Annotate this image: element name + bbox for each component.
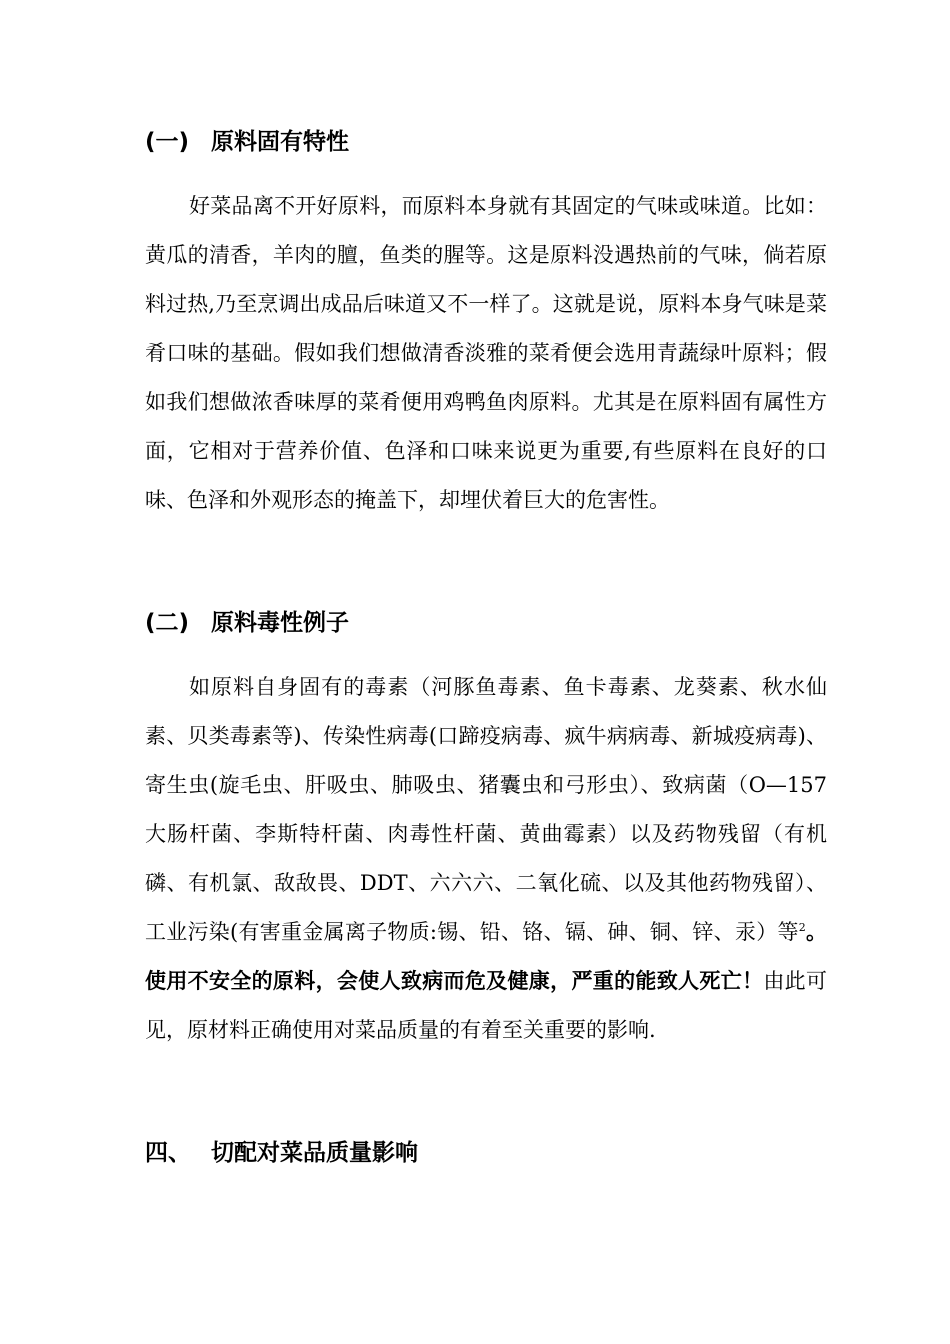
section-heading-cutting-impact <box>145 1138 418 1168</box>
section-number: (二) <box>145 610 190 636</box>
section-title: 原料毒性例子 <box>211 610 349 636</box>
section-number: (一) <box>145 129 190 155</box>
section-heading-raw-material-properties <box>145 127 349 157</box>
footnote-reference: 2 <box>798 921 806 934</box>
section-title: 原料固有特性 <box>211 129 349 155</box>
section-number: 四、 <box>145 1140 191 1166</box>
section-title: 切配对菜品质量影响 <box>211 1140 418 1166</box>
section-heading-toxicity-examples <box>145 608 349 638</box>
paragraph-raw-material-properties: 好菜品离不开好原料，而原料本身就有其固定的气味或味道。比如：黄瓜的清香，羊肉的膻，鱼类的腥等。这是原料没遇热前的气味，倘若原料过热,乃至烹调出成品后味道又不一样了。这就是说，原料本身气味是菜肴口味的基础。假如我们想做清香淡雅的菜肴便会选用青蔬绿叶原料；假如我们想做浓香味厚的菜肴便用鸡鸭鱼肉原料。尤其是在原料固有属性方面，它相对于营养价值、色泽和口味来说更为重要,有些原料在良好的口味、色泽和外观形态的掩盖下，却埋伏着巨大的危害性。 <box>145 194 827 512</box>
paragraph-text: 如原料自身固有的毒素（河豚鱼毒素、鱼卡毒素、龙葵素、秋水仙素、贝类毒素等)、传染性病毒(口蹄疫病毒、疯牛病病毒、新城疫病毒)、寄生虫(旋毛虫、肝吸虫、肺吸虫、猪囊虫和弓形虫）、致病菌（O—157大肠杆菌、李斯特杆菌、肉毒性杆菌、黄曲霉素）以及药物残留（有机磷、有机氯、敌敌畏、DDT、六六六、二氧化硫、以及其他药物残留）、工业污染(有害重金属离子物质:锡、铅、铬、镉、砷、铜、锌、汞）等 <box>145 675 827 944</box>
paragraph-text-conclusion: 由此可见，原材料正确使用对菜品质量的有着至关重要的影响. <box>145 969 828 1042</box>
paragraph-toxicity-examples <box>145 663 827 1055</box>
emphasis-warning: 。使用不安全的原料，会使人致病而危及健康，严重的能致人死亡！ <box>145 920 828 993</box>
